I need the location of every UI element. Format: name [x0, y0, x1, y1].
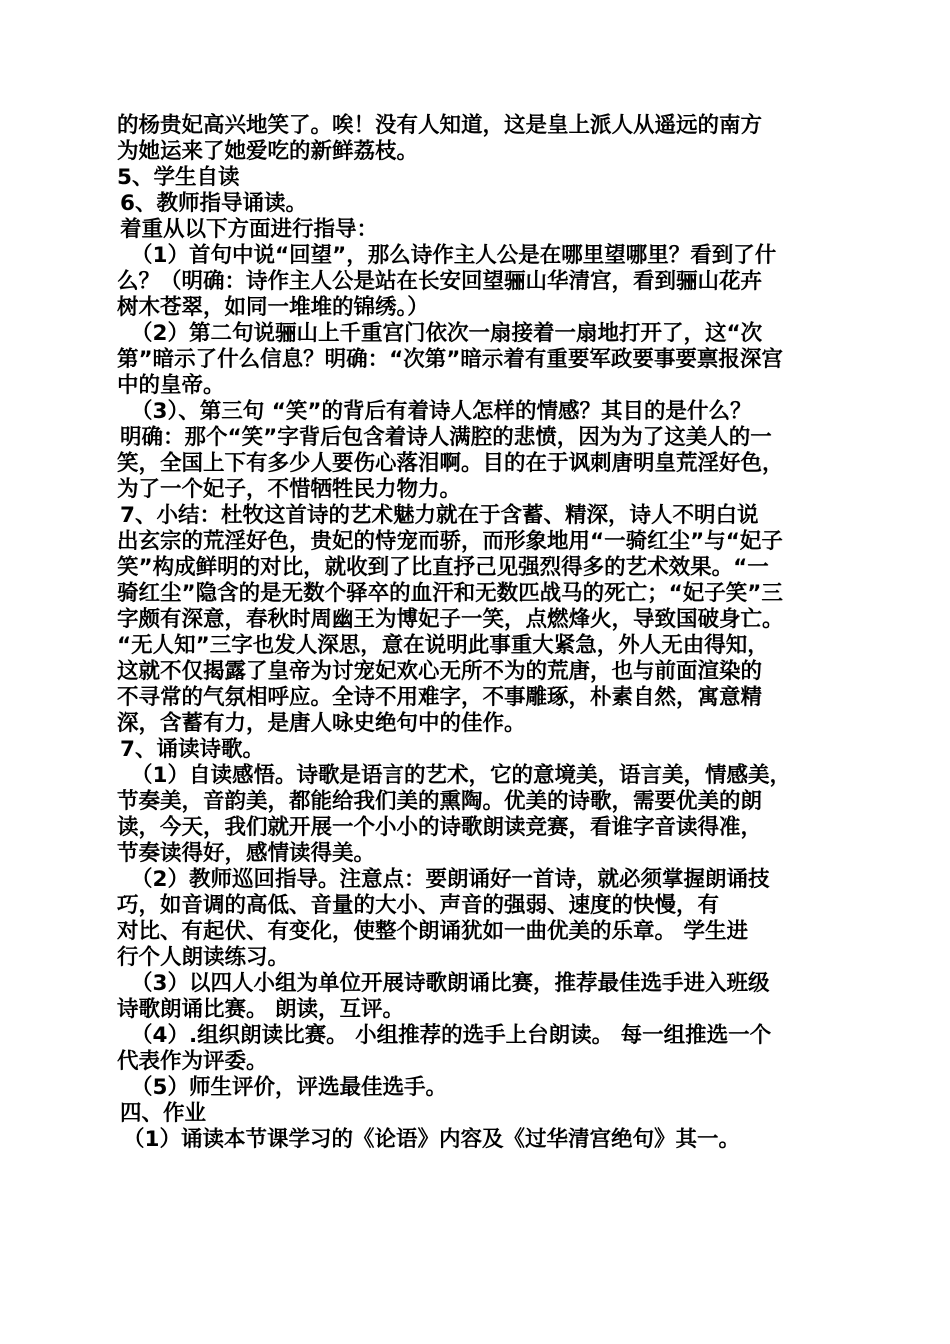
- text-line: （3）以四人小组为单位开展诗歌朗诵比赛，推荐最佳选手进入班级: [131, 971, 770, 996]
- text-line: 代表作为评委。: [117, 1049, 268, 1074]
- text-line: 笑”构成鲜明的对比，就收到了比直抒己见强烈得多的艺术效果。“一: [117, 555, 769, 580]
- text-line: （4）.组织朗读比赛。 小组推荐的选手上台朗读。 每一组推选一个: [131, 1023, 772, 1048]
- text-line: 对比、有起伏、有变化，使整个朗诵犹如一曲优美的乐章。 学生进: [117, 919, 748, 944]
- text-line: 为了一个妃子，不惜牺牲民力物力。: [117, 477, 462, 502]
- document-body: [117, 113, 847, 1153]
- section-heading: 7、小结：杜牧这首诗的艺术魅力就在于含蓄、精深，诗人不明白说: [120, 503, 759, 528]
- text-line: （1）首句中说“回望”，那么诗作主人公是在哪里望哪里？看到了什: [131, 243, 777, 268]
- text-line: 巧，如音调的高低、音量的大小、声音的强弱、速度的快慢，有: [117, 893, 720, 918]
- text-line: 读，今天，我们就开展一个小小的诗歌朗读竞赛，看谁字音读得准，: [117, 815, 763, 840]
- text-line: （2）教师巡回指导。注意点：要朗诵好一首诗，就必须掌握朗诵技: [131, 867, 770, 892]
- text-line: 明确：那个“笑”字背后包含着诗人满腔的悲愤，因为为了这美人的一: [120, 425, 772, 450]
- text-line: 行个人朗读练习。: [117, 945, 290, 970]
- text-line: 诗歌朗诵比赛。 朗读，互评。: [117, 997, 404, 1022]
- text-line: （1）诵读本节课学习的《论语》内容及《过华清宫绝句》其一。: [123, 1127, 740, 1152]
- text-line: 的杨贵妃高兴地笑了。唉！没有人知道，这是皇上派人从遥远的南方: [117, 113, 763, 138]
- text-line: 第”暗示了什么信息？明确：“次第”暗示着有重要军政要事要禀报深宫: [117, 347, 783, 372]
- text-line: 不寻常的气氛相呼应。全诗不用难字，不事雕琢，朴素自然，寓意精: [117, 685, 763, 710]
- text-line: （3）、第三句 “笑”的背后有着诗人怎样的情感？其目的是什么？: [131, 399, 752, 424]
- text-line: （2）第二句说骊山上千重宫门依次一扇接着一扇地打开了，这“次: [131, 321, 763, 346]
- text-line: 树木苍翠，如同一堆堆的锦绣。）: [117, 295, 429, 320]
- text-line: 出玄宗的荒淫好色，贵妃的恃宠而骄，而形象地用“一骑红尘”与“妃子: [117, 529, 783, 554]
- text-line: 节奏读得好，感情读得美。: [117, 841, 376, 866]
- text-line: 中的皇帝。: [117, 373, 225, 398]
- text-line: 字颇有深意，春秋时周幽王为博妃子一笑，点燃烽火，导致国破身亡。: [117, 607, 784, 632]
- text-line: 么？（明确：诗作主人公是站在长安回望骊山华清宫，看到骊山花卉: [117, 269, 763, 294]
- text-line: 为她运来了她爱吃的新鲜荔枝。: [117, 139, 419, 164]
- section-heading: 四、作业: [120, 1101, 207, 1126]
- text-line: 骑红尘”隐含的是无数个驿卒的血汗和无数匹战马的死亡；“妃子笑”三: [117, 581, 783, 606]
- text-line: 节奏美，音韵美，都能给我们美的熏陶。优美的诗歌，需要优美的朗: [117, 789, 763, 814]
- section-heading: 6、教师指导诵读。: [120, 191, 307, 216]
- text-line: 笑，全国上下有多少人要伤心落泪啊。目的在于讽刺唐明皇荒淫好色，: [117, 451, 784, 476]
- section-heading: 5、学生自读: [117, 165, 240, 190]
- text-line: （1）自读感悟。诗歌是语言的艺术，它的意境美，语言美，情感美，: [131, 763, 791, 788]
- text-line: 深，含蓄有力，是唐人咏史绝句中的佳作。: [117, 711, 526, 736]
- text-line: 这就不仅揭露了皇帝为讨宠妃欢心无所不为的荒唐，也与前面渲染的: [117, 659, 763, 684]
- section-heading: 7、诵读诗歌。: [120, 737, 264, 762]
- text-line: “无人知”三字也发人深思，意在说明此事重大紧急，外人无由得知，: [117, 633, 769, 658]
- text-line: （5）师生评价，评选最佳选手。: [131, 1075, 447, 1100]
- text-line: 着重从以下方面进行指导：: [120, 217, 379, 242]
